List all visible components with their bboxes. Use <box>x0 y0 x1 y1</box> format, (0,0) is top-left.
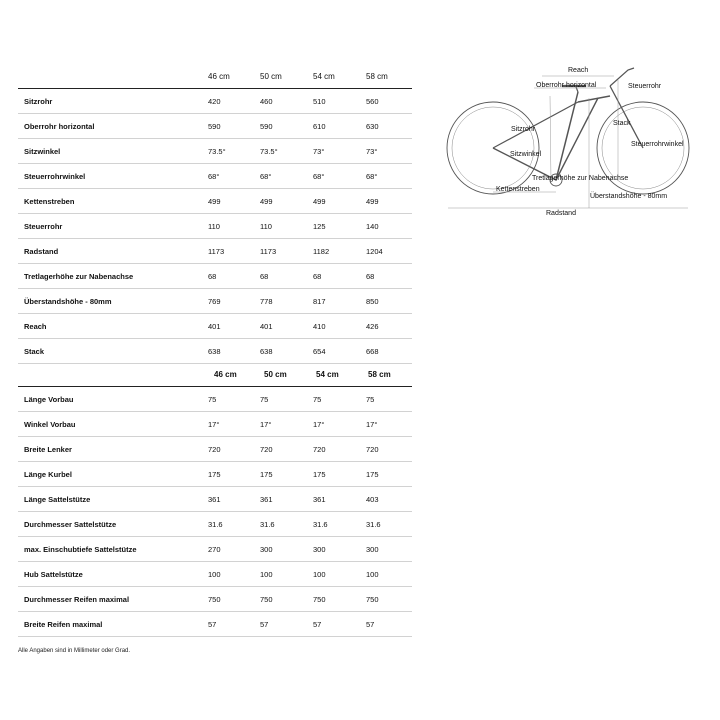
size-header-row <box>18 64 412 89</box>
row-label: Kettenstreben <box>24 197 75 206</box>
table-cell: 638 <box>260 347 273 356</box>
table-cell: 1173 <box>208 247 225 256</box>
table-cell: 100 <box>260 570 273 579</box>
table-cell: 175 <box>366 470 379 479</box>
row-label: Länge Vorbau <box>24 395 74 404</box>
table-cell: 403 <box>366 495 379 504</box>
table-row <box>18 289 412 314</box>
row-label: Reach <box>24 322 47 331</box>
size-header: 54 cm <box>316 370 339 379</box>
table-cell: 300 <box>366 545 379 554</box>
table-cell: 668 <box>366 347 379 356</box>
footnote: Alle Angaben sind in Millimeter oder Grad. <box>18 648 131 654</box>
table-cell: 73° <box>313 147 325 156</box>
table-row <box>18 462 412 487</box>
table-cell: 140 <box>366 222 379 231</box>
table-cell: 17° <box>366 420 378 429</box>
table-cell: 75 <box>208 395 217 404</box>
table-cell: 68 <box>260 272 269 281</box>
table-cell: 100 <box>208 570 221 579</box>
table-cell: 610 <box>313 122 326 131</box>
row-label: Winkel Vorbau <box>24 420 76 429</box>
table-cell: 630 <box>366 122 379 131</box>
row-label: Länge Sattelstütze <box>24 495 91 504</box>
table-cell: 73.5° <box>208 147 226 156</box>
table-cell: 31.6 <box>208 520 223 529</box>
table-row <box>18 189 412 214</box>
table-cell: 410 <box>313 322 326 331</box>
table-row <box>18 164 412 189</box>
table-cell: 460 <box>260 97 273 106</box>
table-cell: 73° <box>366 147 378 156</box>
diagram-label: Steuerrohr <box>628 83 662 90</box>
table-cell: 720 <box>260 445 273 454</box>
diagram-label: Steuerrohrwinkel <box>631 141 684 148</box>
table-cell: 654 <box>313 347 326 356</box>
table-cell: 100 <box>313 570 326 579</box>
diagram-label: Stack <box>613 120 631 127</box>
table-row <box>18 214 412 239</box>
diagram-label: Sitzwinkel <box>510 151 542 158</box>
table-row <box>18 587 412 612</box>
row-label: max. Einschubtiefe Sattelstütze <box>24 545 137 554</box>
table-row <box>18 314 412 339</box>
table-cell: 300 <box>260 545 273 554</box>
table-cell: 75 <box>313 395 322 404</box>
size-header: 46 cm <box>208 72 230 81</box>
size-header: 54 cm <box>313 72 335 81</box>
table-cell: 68° <box>313 172 325 181</box>
table-cell: 68 <box>366 272 375 281</box>
row-label: Stack <box>24 347 45 356</box>
row-label: Länge Kurbel <box>24 470 72 479</box>
table-cell: 638 <box>208 347 221 356</box>
table-cell: 68 <box>208 272 217 281</box>
diagram-label: Überstandshöhe - 80mm <box>590 193 668 200</box>
table-row <box>18 114 412 139</box>
table-cell: 1204 <box>366 247 383 256</box>
table-cell: 560 <box>366 97 379 106</box>
size-header: 58 cm <box>366 72 388 81</box>
fork <box>610 86 643 148</box>
table-cell: 499 <box>208 197 221 206</box>
table-cell: 720 <box>366 445 379 454</box>
diagram-label: Radstand <box>546 210 576 217</box>
table-cell: 175 <box>208 470 221 479</box>
size-header: 46 cm <box>214 370 237 379</box>
table-row <box>18 339 412 364</box>
table-cell: 850 <box>366 297 379 306</box>
table-cell: 68 <box>313 272 322 281</box>
table-cell: 361 <box>208 495 221 504</box>
row-label: Steuerrohrwinkel <box>24 172 86 181</box>
row-label: Breite Reifen maximal <box>24 620 103 629</box>
row-label: Radstand <box>24 247 59 256</box>
row-label: Sitzwinkel <box>24 147 61 156</box>
table-cell: 73.5° <box>260 147 278 156</box>
table-cell: 420 <box>208 97 221 106</box>
table-row <box>18 387 412 412</box>
table-cell: 720 <box>208 445 221 454</box>
table-row <box>18 612 412 637</box>
diagram-label: Reach <box>568 67 589 74</box>
table-cell: 31.6 <box>260 520 275 529</box>
table-cell: 401 <box>260 322 273 331</box>
table-cell: 110 <box>260 222 272 231</box>
table-cell: 17° <box>260 420 272 429</box>
table-cell: 750 <box>313 595 326 604</box>
table-cell: 1173 <box>260 247 277 256</box>
table-cell: 17° <box>208 420 220 429</box>
table-cell: 75 <box>366 395 375 404</box>
table-cell: 720 <box>313 445 326 454</box>
table-row <box>18 239 412 264</box>
table-cell: 75 <box>260 395 269 404</box>
table-cell: 361 <box>313 495 326 504</box>
diagram-label: Oberrohr horizontal <box>536 82 597 89</box>
row-label: Durchmesser Sattelstütze <box>24 520 117 529</box>
table-cell: 110 <box>208 222 220 231</box>
table-row <box>18 487 412 512</box>
geometry-table <box>18 64 412 364</box>
row-label: Hub Sattelstütze <box>24 570 83 579</box>
table-cell: 68° <box>366 172 378 181</box>
row-label: Tretlagerhöhe zur Nabenachse <box>24 272 134 281</box>
table-cell: 499 <box>366 197 379 206</box>
table-cell: 590 <box>208 122 221 131</box>
row-label: Durchmesser Reifen maximal <box>24 595 130 604</box>
table-cell: 125 <box>313 222 326 231</box>
row-label: Steuerrohr <box>24 222 63 231</box>
table-cell: 31.6 <box>366 520 381 529</box>
size-header-row <box>18 362 412 387</box>
table-cell: 817 <box>313 297 326 306</box>
table-cell: 426 <box>366 322 379 331</box>
table-cell: 17° <box>313 420 325 429</box>
top-tube <box>578 96 610 102</box>
table-cell: 361 <box>260 495 273 504</box>
size-header: 50 cm <box>260 72 282 81</box>
table-cell: 778 <box>260 297 273 306</box>
table-cell: 499 <box>260 197 273 206</box>
row-label: Sitzrohr <box>24 97 53 106</box>
row-label: Überstandshöhe - 80mm <box>24 297 112 306</box>
table-cell: 270 <box>208 545 221 554</box>
table-row <box>18 512 412 537</box>
table-cell: 57 <box>208 620 217 629</box>
table-cell: 510 <box>313 97 326 106</box>
table-cell: 57 <box>260 620 269 629</box>
table-row <box>18 89 412 114</box>
table-cell: 750 <box>260 595 273 604</box>
table-cell: 57 <box>366 620 375 629</box>
component-table <box>18 362 412 637</box>
seat-tube-dim <box>550 96 551 180</box>
table-row <box>18 437 412 462</box>
table-cell: 175 <box>260 470 273 479</box>
diagram-label: Kettenstreben <box>496 186 540 193</box>
table-cell: 57 <box>313 620 322 629</box>
table-cell: 300 <box>313 545 326 554</box>
diagram-label: Tretlagerhöhe zur Nabenachse <box>532 175 629 182</box>
table-row <box>18 562 412 587</box>
table-cell: 401 <box>208 322 221 331</box>
table-cell: 590 <box>260 122 273 131</box>
table-cell: 750 <box>366 595 379 604</box>
table-cell: 68° <box>260 172 272 181</box>
table-cell: 769 <box>208 297 221 306</box>
table-row <box>18 264 412 289</box>
size-header: 58 cm <box>368 370 391 379</box>
seat-tube <box>556 92 578 180</box>
table-cell: 750 <box>208 595 221 604</box>
table-row <box>18 537 412 562</box>
table-row <box>18 139 412 164</box>
row-label: Breite Lenker <box>24 445 72 454</box>
row-label: Oberrohr horizontal <box>24 122 95 131</box>
table-cell: 175 <box>313 470 326 479</box>
size-header: 50 cm <box>264 370 287 379</box>
table-cell: 100 <box>366 570 379 579</box>
diagram-label: Sitzrohr <box>511 126 536 133</box>
bike-geometry-diagram <box>438 58 708 228</box>
table-cell: 68° <box>208 172 220 181</box>
table-cell: 1182 <box>313 247 330 256</box>
table-row <box>18 412 412 437</box>
table-cell: 499 <box>313 197 326 206</box>
table-cell: 31.6 <box>313 520 328 529</box>
